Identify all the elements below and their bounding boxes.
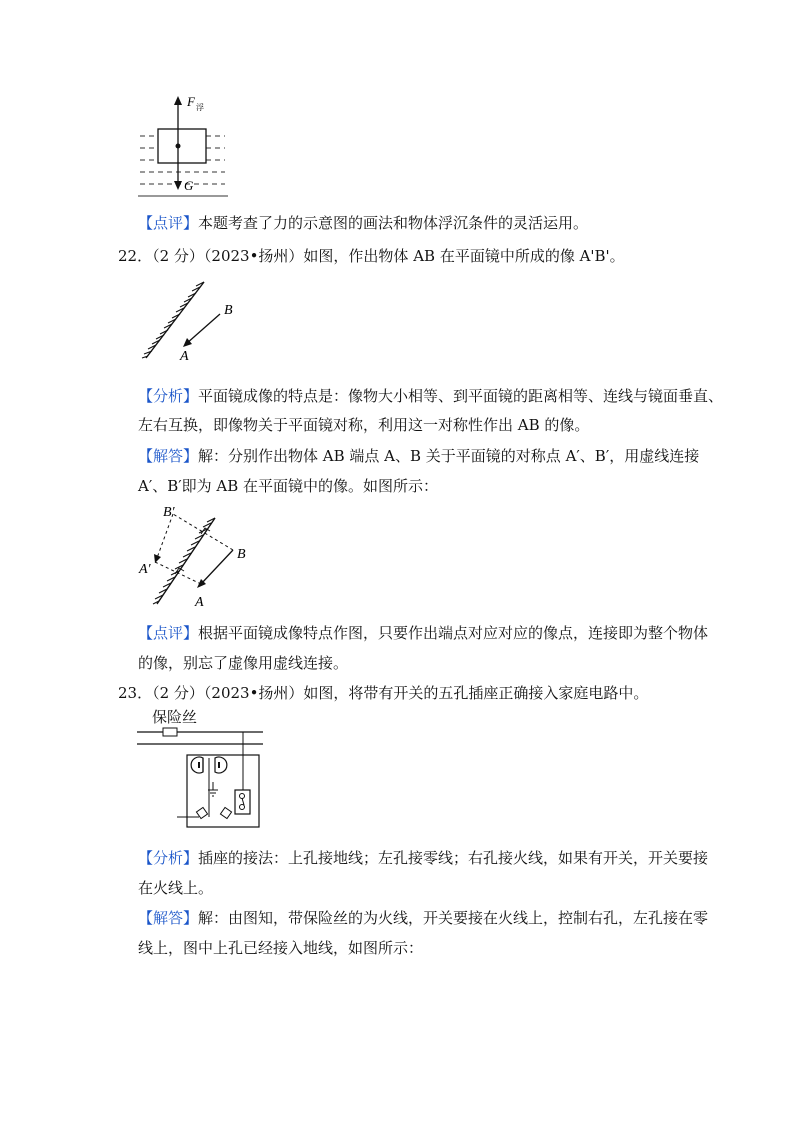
answer-22-line1 <box>138 446 699 466</box>
answer-text: 解：分别作出物体 AB 端点 A、B 关于平面镜的对称点 A′、B′，用虚线连接 <box>198 447 700 465</box>
mirror-figure <box>138 278 248 368</box>
analysis-text: 插座的接法：上孔接地线；左孔接零线；右孔接火线，如果有开关，开关要接 <box>198 849 709 867</box>
answer-label-b: B <box>237 547 246 562</box>
answer-23-line1 <box>138 908 708 928</box>
mirror-answer-figure <box>135 500 270 612</box>
review-22-line2: 的像，别忘了虚像用虚线连接。 <box>138 654 349 672</box>
analysis-22-line2: 左右互换，即像物关于平面镜对称，利用这一对称性作出 AB 的像。 <box>138 416 590 434</box>
review-21 <box>138 213 588 233</box>
buoyancy-figure <box>130 92 240 202</box>
answer-tag: 【解答】 <box>138 909 199 927</box>
answer-text: 解：由图知，带保险丝的为火线，开关要接在火线上，控制右孔，左孔接在零 <box>198 909 709 927</box>
review-tag: 【点评】 <box>138 214 199 232</box>
analysis-text: 平面镜成像的特点是：像物大小相等、到平面镜的距离相等、连线与镜面垂直、 <box>198 387 724 405</box>
answer-label-b-prime: B′ <box>163 505 175 520</box>
question-22-header: 22．（2 分）（2023•扬州）如图，作出物体 AB 在平面镜中所成的像 A'B'。 <box>118 247 625 265</box>
fuse-label: 保险丝 <box>152 708 198 726</box>
socket-figure <box>135 722 265 832</box>
answer-22-line2: A′、B′即为 AB 在平面镜中的像。如图所示： <box>138 477 439 495</box>
label-b: B <box>224 303 233 318</box>
answer-23-line2: 线上，图中上孔已经接入地线，如图所示： <box>138 939 424 957</box>
force-f-subscript: 浮 <box>196 103 204 112</box>
force-g-label: G <box>184 178 194 193</box>
review-tag: 【点评】 <box>138 624 199 642</box>
answer-label-a-prime: A′ <box>139 562 151 577</box>
question-23-header: 23．（2 分）（2023•扬州）如图，将带有开关的五孔插座正确接入家庭电路中。 <box>118 684 649 702</box>
analysis-tag: 【分析】 <box>138 849 199 867</box>
answer-label-a: A <box>195 595 204 610</box>
review-text: 本题考查了力的示意图的画法和物体浮沉条件的灵活运用。 <box>198 214 589 232</box>
force-f-label: F <box>187 94 195 109</box>
answer-tag: 【解答】 <box>138 447 199 465</box>
analysis-22-line1 <box>138 386 723 406</box>
analysis-tag: 【分析】 <box>138 387 199 405</box>
review-22-line1 <box>138 623 708 643</box>
analysis-23-line2: 在火线上。 <box>138 879 214 897</box>
review-text: 根据平面镜成像特点作图，只要作出端点对应对应的像点，连接即为整个物体 <box>198 624 709 642</box>
label-a: A <box>180 349 189 364</box>
analysis-23-line1 <box>138 848 708 868</box>
